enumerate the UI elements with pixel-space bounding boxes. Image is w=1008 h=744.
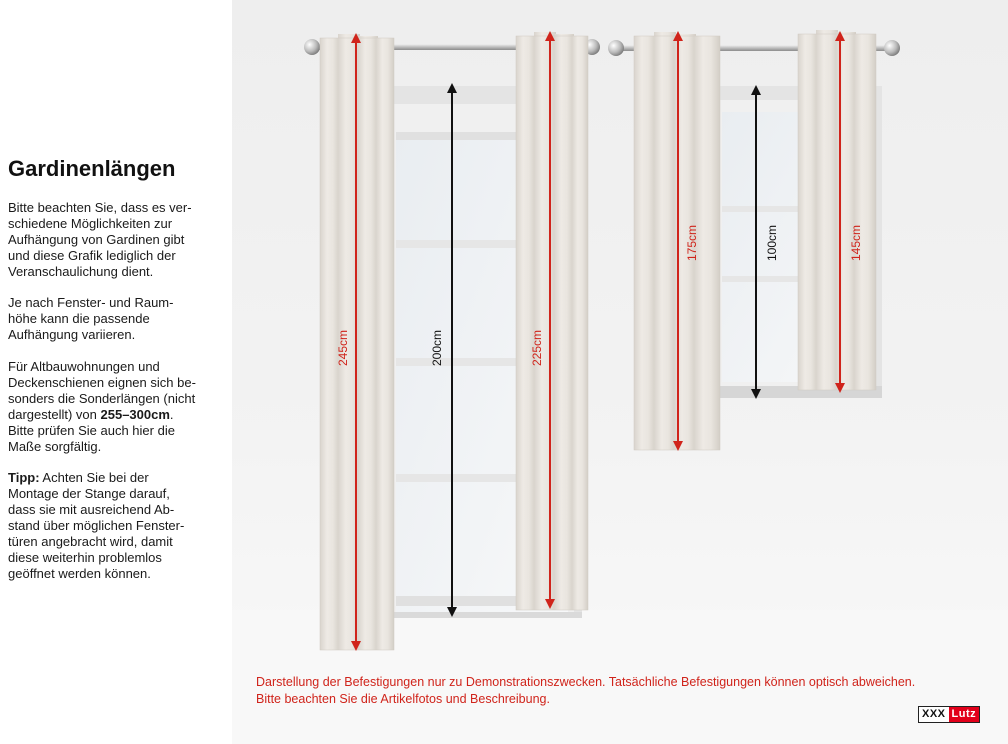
disclaimer [256,674,1001,708]
measure-left-curtain-right: 225cm [530,329,544,367]
measure-left-door: 200cm [430,329,444,367]
info-panel [0,0,232,744]
measure-right-window: 100cm [765,224,779,262]
curtain-right-2 [798,30,876,390]
logo-part-lutz: Lutz [949,707,980,722]
measure-left-curtain-left: 245cm [336,329,350,367]
info-paragraph-tip [8,470,223,582]
measure-right-curtain-right: 145cm [849,224,863,262]
measure-right-curtain-left: 175cm [685,224,699,262]
curtain-diagram-svg [232,0,1008,744]
disclaimer-line-1: Darstellung der Befestigungen nur zu Demonstrationszwecken. Tatsächliche Befestigungen können optisch abweichen. [256,675,916,689]
info-paragraph-hanging-text: Bitte beachten Sie, dass es ver- schiedene Möglichkeiten zur Aufhängung von Gardinen gibt und diese Grafik lediglich der Veranschaulichung dient. [8,200,192,279]
info-paragraph-room-height-text: Je nach Fenster- und Raum- höhe kann die passende Aufhängung variieren. [8,295,174,342]
tip-label: Tipp: [8,470,40,485]
tip-text: Achten Sie bei der Montage der Stange darauf, dass sie mit ausreichend Ab- stand über möglichen Fenster- türen angebracht wird, damit diese weiterhin problemlos geöffnet werden können. [8,470,185,581]
page-title: Gardinenlängen [8,156,176,181]
logo-part-xxx: XXX [919,707,949,722]
curtain-illustration [232,0,1008,744]
info-paragraph-room-height [8,295,223,343]
special-lengths-text: Für Altbauwohnungen und Deckenschienen eignen sich be- sonders die Sonderlängen (nicht dargestellt) von [8,359,196,422]
special-lengths-text-end: . Bitte prüfen Sie auch hier die Maße sorgfältig. [8,407,175,454]
disclaimer-line-2: Bitte beachten Sie die Artikelfotos und Beschreibung. [256,692,550,706]
special-lengths-value: 255–300cm [100,407,170,422]
curtain-left-2 [516,32,588,610]
info-paragraph-hanging [8,200,223,280]
info-paragraph-special-lengths [8,359,223,455]
brand-logo [918,706,980,723]
